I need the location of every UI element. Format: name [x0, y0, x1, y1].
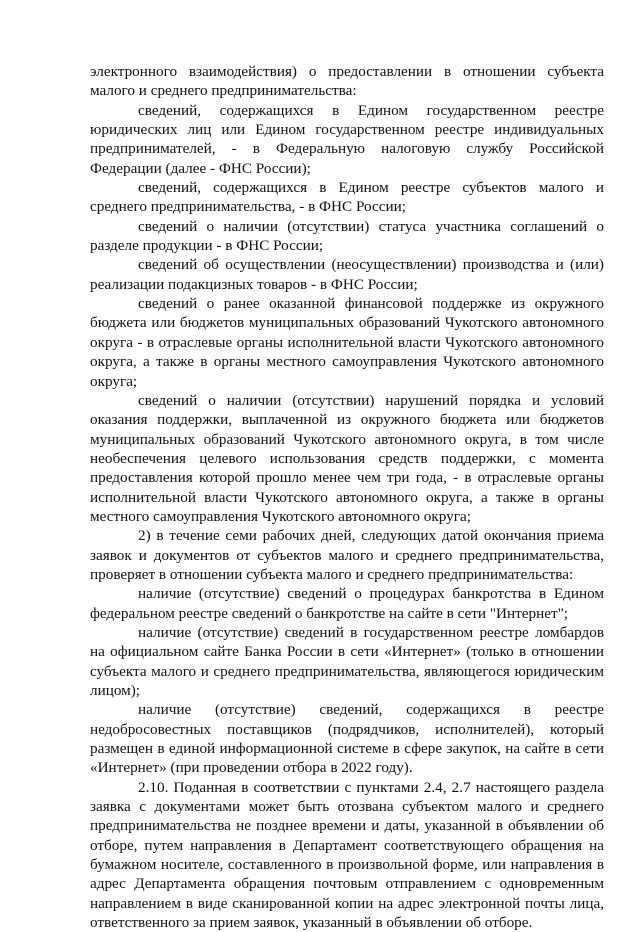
paragraph-item-2: 2) в течение семи рабочих дней, следующих датой окончания приема заявок и документов от субъектов малого и среднего предпринимательства, проверяет в отношении субъекта малого и среднего предпринимательства: — [90, 527, 604, 583]
paragraph-section-2-10: 2.10. Поданная в соответствии с пунктами 2.4, 2.7 настоящего раздела заявка с документами может быть отозвана субъектом малого и среднего предпринимательства не позднее времени и даты, указанной в объявлении об отборе, путем направления в Департамент соответствующего обращения на бумажном носителе, составленного в произвольной форме, или направления в адрес Департамента обращения почтовым отправлением с одновременным направлением в виде сканированной копии на адрес электронной почты лица, ответственного за прием заявок, указанный в объявлении об отборе. — [90, 778, 604, 932]
paragraph-msp-registry: сведений, содержащихся в Едином реестре субъектов малого и среднего предпринимательства, - в ФНС России; — [90, 179, 604, 216]
paragraph-unfair-suppliers: наличие (отсутствие) сведений, содержащихся в реестре недобросовестных поставщиков (подрядчиков, исполнителей), который размещен в единой информационной системе в сфере закупок, на сайте в сети «Интернет» (при проведении отбора в 2022 году). — [90, 701, 604, 777]
document-page — [90, 62, 604, 932]
paragraph-excise-goods: сведений об осуществлении (неосуществлении) производства и (или) реализации подакцизных товаров - в ФНС России; — [90, 256, 604, 293]
paragraph-support-violations: сведений о наличии (отсутствии) нарушений порядка и условий оказания поддержки, выплаченной из окружного бюджета или бюджетов муниципальных образований Чукотского автономного округа, в том числе необеспечения целевого использования средств поддержки, с момента предоставления которой прошло менее чем три года, - в отраслевые органы исполнительной власти Чукотского автономного округа, а также в органы местного самоуправления Чукотского автономного округа; — [90, 391, 604, 525]
paragraph-egrul-egrip: сведений, содержащихся в Едином государственном реестре юридических лиц или Едином государственном реестре индивидуальных предпринимателей, - в Федеральную налоговую службу Российской Федерации (далее - ФНС России); — [90, 101, 604, 177]
paragraph-prior-support: сведений о ранее оказанной финансовой поддержке из окружного бюджета или бюджетов муниципальных образований Чукотского автономного округа - в отраслевые органы исполнительной власти Чукотского автономного округа, а также в органы местного самоуправления Чукотского автономного округа; — [90, 295, 604, 390]
paragraph-bankruptcy: наличие (отсутствие) сведений о процедурах банкротства в Едином федеральном реестре сведений о банкротстве на сайте в сети "Интернет"; — [90, 585, 604, 622]
paragraph-continuation: электронного взаимодействия) о предоставлении в отношении субъекта малого и среднего предпринимательства: — [90, 63, 604, 100]
paragraph-pawnshops: наличие (отсутствие) сведений в государственном реестре ломбардов на официальном сайте Банка России в сети «Интернет» (только в отношении субъекта малого и среднего предпринимательства, являющегося юридическим лицом); — [90, 623, 604, 699]
paragraph-production-sharing: сведений о наличии (отсутствии) статуса участника соглашений о разделе продукции - в ФНС России; — [90, 217, 604, 255]
